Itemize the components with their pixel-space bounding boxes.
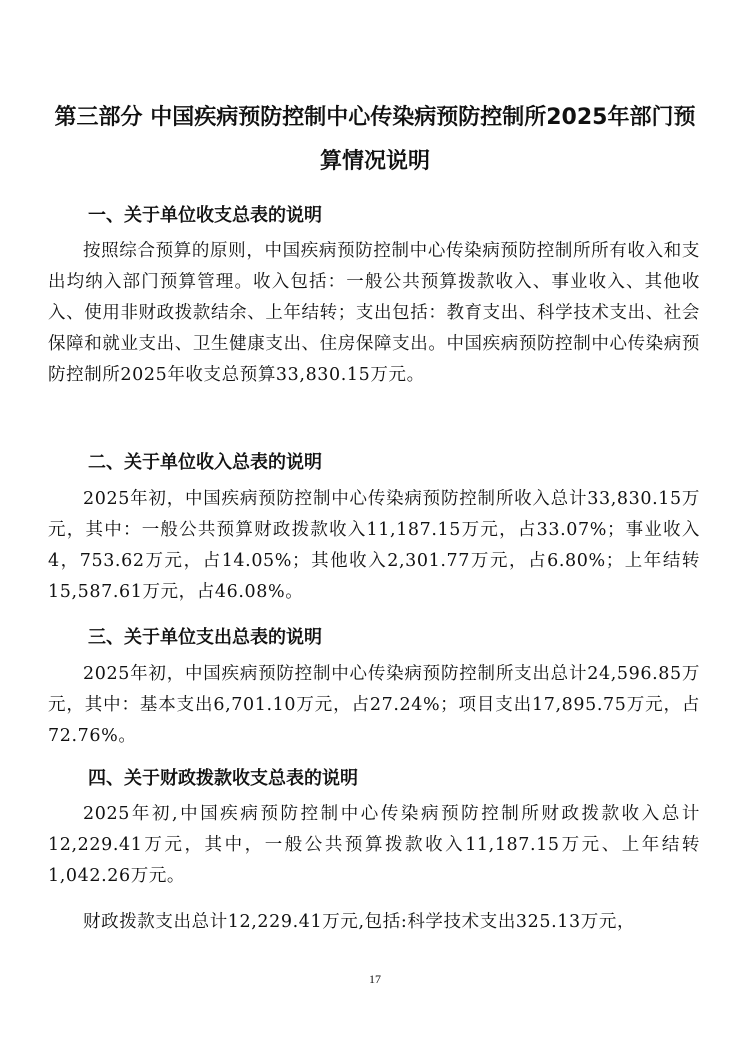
section-paragraph-3: 2025年初，中国疾病预防控制中心传染病预防控制所支出总计24,596.85万元，其中：基本支出6,701.10万元，占27.24%；项目支出17,895.75万元，占72.76%。: [48, 664, 700, 746]
section-paragraph-5: 财政拨款支出总计12,229.41万元,包括:科学技术支出325.13万元，: [83, 912, 636, 932]
page-title: 第三部分 中国疾病预防控制中心传染病预防控制所2025年部门预算情况说明: [54, 105, 696, 174]
section-heading-2: 二、关于单位收入总表的说明: [88, 452, 322, 473]
page-number: 17: [369, 972, 381, 986]
section-paragraph-2: 2025年初，中国疾病预防控制中心传染病预防控制所收入总计33,830.15万元，其中：一般公共预算财政拨款收入11,187.15万元，占33.07%；事业收入4，753.62万元，占14.05%；其他收入2,301.77万元，占6.80%；上年结转15,587.61万元，占46.08%。: [48, 489, 700, 602]
section-heading-3: 三、关于单位支出总表的说明: [88, 627, 322, 648]
section-heading-4: 四、关于财政拨款收支总表的说明: [88, 768, 358, 789]
section-heading-1: 一、关于单位收支总表的说明: [88, 205, 322, 226]
section-paragraph-1: 按照综合预算的原则，中国疾病预防控制中心传染病预防控制所所有收入和支出均纳入部门预算管理。收入包括：一般公共预算拨款收入、事业收入、其他收入、使用非财政拨款结余、上年结转；支出包括：教育支出、科学技术支出、社会保障和就业支出、卫生健康支出、住房保障支出。中国疾病预防控制中心传染病预防控制所2025年收支总预算33,830.15万元。: [48, 241, 700, 385]
section-paragraph-4: 2025年初,中国疾病预防控制中心传染病预防控制所财政拨款收入总计12,229.41万元，其中，一般公共预算拨款收入11,187.15万元、上年结转1,042.26万元。: [48, 804, 700, 886]
